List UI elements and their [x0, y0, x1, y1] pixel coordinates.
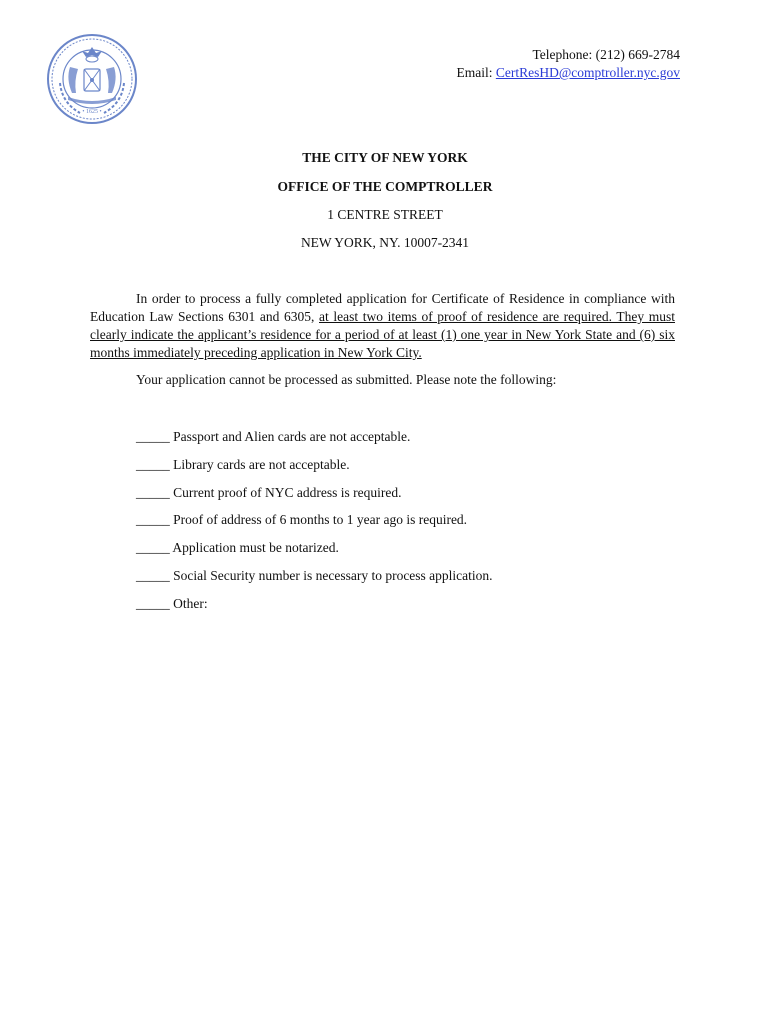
office-title: OFFICE OF THE COMPTROLLER	[277, 179, 493, 194]
instructions-intro: In order to process a fully completed application for Certificate of Residence in compliance with Education Law Sections 6301 and 6305,	[90, 291, 675, 324]
checklist-item: _____ Social Security number is necessary to process application.	[136, 567, 493, 583]
instructions-requirement: at least two items of proof of residence are required. They must clearly indicate the applicant’s residence for a period of at least (1) one year in New York State and (6) six months immediately preceding application in New York City.	[90, 309, 675, 360]
deficiency-checklist	[136, 428, 493, 623]
checklist-item: _____ Application must be notarized.	[136, 540, 339, 556]
email-link[interactable]: CertResHD@comptroller.nyc.gov	[495, 65, 680, 80]
checklist-item: _____ Current proof of NYC address is required.	[136, 484, 402, 500]
instructions-paragraph	[90, 290, 675, 362]
email-line	[456, 64, 680, 82]
svg-text:• 1625 •: • 1625 •	[82, 109, 102, 115]
email-label: Email:	[456, 65, 496, 80]
checklist-item: _____ Proof of address of 6 months to 1 year ago is required.	[136, 512, 468, 528]
contact-block	[456, 46, 680, 82]
street-address: 1 CENTRE STREET	[327, 207, 443, 222]
checklist-item: _____ Other:	[136, 595, 208, 611]
seal-year: 1625	[86, 109, 98, 115]
city-seal-logo	[46, 33, 138, 125]
checklist-item: _____ Passport and Alien cards are not acceptable.	[136, 429, 411, 444]
city-title: THE CITY OF NEW YORK	[302, 150, 468, 165]
processing-note: Your application cannot be processed as submitted. Please note the following:	[136, 372, 557, 387]
telephone-line: Telephone: (212) 669-2784	[532, 47, 680, 62]
checklist-item: _____ Library cards are not acceptable.	[136, 456, 350, 472]
city-address: NEW YORK, NY. 10007-2341	[300, 235, 470, 250]
